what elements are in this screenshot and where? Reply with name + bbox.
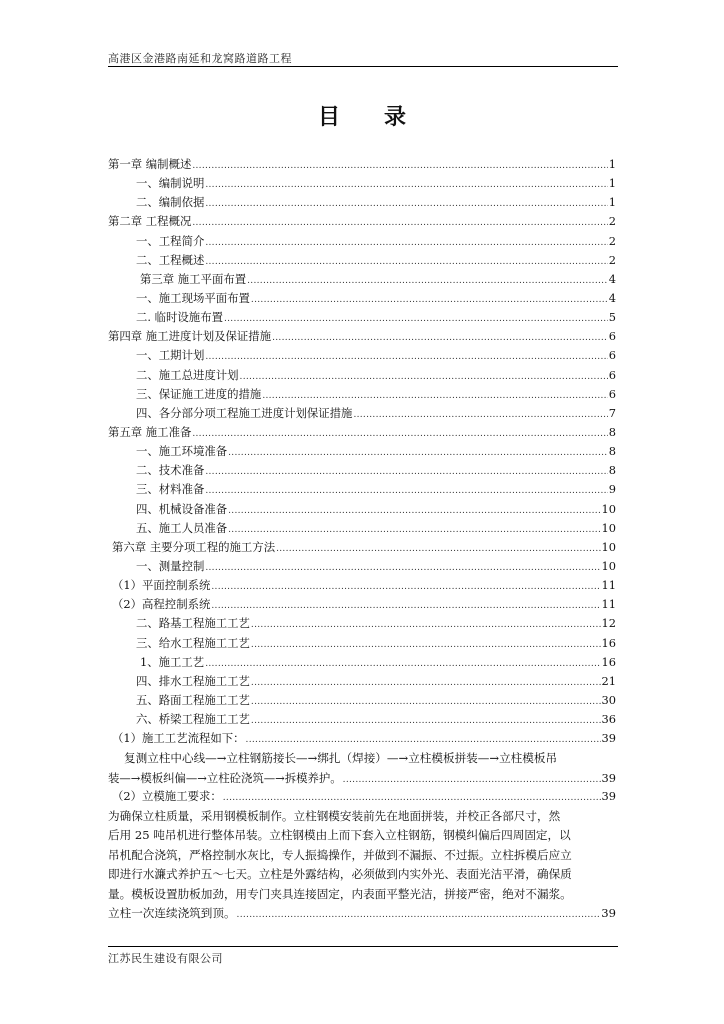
leader-dots (353, 406, 607, 420)
toc-entry-page: 6 (608, 329, 616, 344)
toc-entry[interactable] (108, 520, 616, 539)
leader-dots (205, 559, 600, 573)
toc-entry[interactable] (108, 175, 616, 194)
leader-dots (247, 272, 608, 286)
toc-entry[interactable] (108, 596, 616, 615)
para-flow-line-2[interactable]: 装—→模板纠偏—→立柱砼浇筑—→拆模养护。 ..... 39 (108, 769, 616, 788)
toc-entry-page: 4 (608, 290, 616, 305)
toc-entry[interactable] (108, 654, 616, 673)
leader-dots (251, 674, 601, 688)
toc-entry-label: 五、路面工程施工工艺 (136, 692, 250, 707)
toc-entry-page: 10 (601, 520, 616, 535)
leader-dots (205, 482, 607, 496)
leader-dots (246, 731, 601, 745)
toc-entry-page: 36 (601, 712, 616, 727)
toc-entry-label: 一、测量控制 (136, 558, 205, 573)
toc-entry[interactable] (108, 347, 616, 366)
toc-entry-page: 39 (601, 731, 616, 746)
toc-entry[interactable] (108, 481, 616, 500)
toc-entry-label: （1）施工工艺流程如下： (112, 731, 245, 746)
toc-entry-label: 第三章 施工平面布置 (140, 271, 247, 286)
toc-entry[interactable] (108, 730, 616, 749)
leader-dots (205, 655, 600, 669)
toc-entry-page: 10 (601, 539, 616, 554)
toc-entry[interactable] (108, 328, 616, 347)
toc-entry-label: 一、工程简介 (136, 233, 205, 248)
toc-entry[interactable] (108, 233, 616, 252)
toc-entry[interactable] (108, 443, 616, 462)
para-line: 吊机配合浇筑，严格控制水灰比，专人振捣操作，并做到不漏振、不过振。立柱拆模后应立 (108, 847, 572, 862)
toc-entry[interactable] (108, 539, 616, 558)
header-divider (108, 66, 618, 67)
toc-entry-page: 30 (601, 692, 616, 707)
toc-entry-page: 11 (601, 578, 616, 593)
toc-entry-label: 第一章 编制概述 (108, 157, 192, 171)
para-formwork-last-line[interactable]: 立柱一次连续浇筑到顶。 ..... 39 (108, 904, 616, 924)
leader-dots (343, 769, 601, 790)
toc-entry-page: 2 (608, 214, 616, 229)
para-line: 量。模板设置肋板加劲，用专门夹具连接固定，内表面平整光洁，拼接严密，绝对不漏浆。 (108, 886, 572, 901)
toc-entry-page: 10 (601, 558, 616, 573)
toc-entry-label: 四、排水工程施工工艺 (136, 673, 250, 688)
leader-dots (224, 310, 608, 324)
toc-entry[interactable] (108, 367, 616, 386)
toc-entry-label: 六、桥梁工程施工工艺 (136, 712, 250, 727)
toc-entry-label: 三、保证施工进度的措施 (136, 386, 262, 401)
toc-entry-page: 8 (608, 444, 616, 459)
toc-entry[interactable] (108, 711, 616, 730)
leader-dots (205, 463, 607, 477)
toc-entry-label: 五、施工人员准备 (136, 520, 228, 535)
toc-entry[interactable]: （2）立模施工要求： ..... 39 (108, 788, 616, 807)
toc-entry-label: 二. 临时设施布置 (136, 310, 223, 325)
toc-entry-page: 1 (608, 176, 616, 191)
leader-dots (205, 176, 607, 190)
leader-dots (192, 425, 607, 439)
footer-divider (108, 946, 618, 947)
toc-entry-label: 一、施工现场平面布置 (136, 290, 250, 305)
toc-entry-page: 1 (608, 195, 616, 210)
toc-entry-label: 三、材料准备 (136, 482, 205, 497)
toc-entry-page: 10 (601, 501, 616, 516)
page-footer: 江苏民生建设有限公司 (108, 952, 223, 965)
toc-entry-label: 一、施工环境准备 (136, 444, 228, 459)
leader-dots (262, 387, 607, 401)
leader-dots (251, 291, 608, 305)
leader-dots (205, 234, 607, 248)
leader-dots (251, 616, 601, 630)
table-of-contents (108, 156, 616, 924)
para-formwork (108, 807, 616, 924)
page-header: 高港区金港路南延和龙窝路道路工程 (108, 52, 292, 65)
toc-entry-page: 8 (608, 424, 616, 439)
leader-dots (228, 521, 600, 535)
leader-dots (251, 712, 601, 726)
toc-entry[interactable] (108, 615, 616, 634)
toc-entry-label: 第二章 工程概况 (108, 214, 192, 229)
toc-entry[interactable] (108, 405, 616, 424)
toc-entry-page: 9 (608, 482, 616, 497)
para-line: 即进行水濂式养护五～七天。立柱是外露结构，必须做到内实外光、表面光洁平滑，确保质 (108, 867, 572, 882)
toc-entry-label: 第六章 主要分项工程的施工方法 (112, 539, 276, 554)
toc-entry[interactable] (108, 386, 616, 405)
toc-entry[interactable] (108, 213, 616, 232)
leader-dots (251, 636, 601, 650)
leader-dots (240, 368, 608, 382)
toc-entry-page: 6 (608, 348, 616, 363)
toc-entry-page: 7 (608, 405, 616, 420)
leader-dots (192, 214, 607, 228)
leader-dots (228, 502, 600, 516)
para-flow (108, 749, 616, 787)
leader-dots (205, 348, 607, 362)
toc-entry-page: 16 (601, 654, 616, 669)
leader-dots (211, 578, 600, 592)
toc-entry-label: 二、编制依据 (136, 195, 205, 210)
toc-entry-page: 6 (608, 367, 616, 382)
toc-entry[interactable] (108, 309, 616, 328)
toc-entry-page: 16 (601, 635, 616, 650)
para-formwork-lines (108, 807, 616, 905)
leader-dots (223, 789, 601, 803)
toc-entry-page: 12 (601, 616, 616, 631)
toc-entry[interactable] (108, 252, 616, 271)
leader-dots (205, 195, 607, 209)
toc-entry-label: （1）平面控制系统 (112, 578, 211, 593)
para-line: 为确保立柱质量，采用钢模板制作。立柱钢模安装前先在地面拼装，并校正各部尺寸，然 (108, 808, 561, 823)
toc-entry-page: 8 (608, 463, 616, 478)
toc-entry-page: 1 (608, 157, 616, 171)
para-flow-line-1[interactable]: 复测立柱中心线—→立柱钢筋接长—→绑扎（焊接）—→立柱模板拼装—→立柱模板吊 (124, 751, 558, 766)
toc-entry[interactable] (108, 501, 616, 520)
leader-dots (251, 693, 601, 707)
leader-dots (276, 540, 600, 554)
toc-entry-page: 4 (608, 271, 616, 286)
toc-entry-label: 二、路基工程施工工艺 (136, 616, 250, 631)
leader-dots (237, 904, 601, 926)
toc-entry-label: 1、施工工艺 (140, 654, 205, 669)
toc-entry[interactable] (108, 462, 616, 481)
leader-dots (192, 157, 607, 171)
toc-entry-label: （2）高程控制系统 (112, 597, 211, 612)
toc-entry[interactable] (108, 692, 616, 711)
toc-entry[interactable] (108, 577, 616, 596)
toc-entry[interactable] (108, 424, 616, 443)
toc-list (108, 156, 616, 749)
toc-entry[interactable] (108, 558, 616, 577)
para-line: 后用 25 吨吊机进行整体吊装。立柱钢模由上而下套入立柱钢筋，钢模纠偏后四周固定，以 (108, 828, 571, 843)
toc-entry[interactable] (108, 194, 616, 213)
toc-entry[interactable] (108, 290, 616, 309)
leader-dots (211, 597, 600, 611)
toc-entry-label: 二、技术准备 (136, 463, 205, 478)
toc-entry-page: 21 (601, 673, 616, 688)
toc-entry-label: 二、施工总进度计划 (136, 367, 239, 382)
toc-entry-page: 6 (608, 386, 616, 401)
toc-entry-label: 四、各分部分项工程施工进度计划保证措施 (136, 405, 353, 420)
page-title: 目录 (318, 105, 451, 130)
toc-entry-label: 三、给水工程施工工艺 (136, 635, 250, 650)
toc-entry-label: 一、工期计划 (136, 348, 205, 363)
leader-dots (205, 253, 607, 267)
toc-entry-label: 二、工程概述 (136, 252, 205, 267)
toc-entry-label: 第五章 施工准备 (108, 424, 192, 439)
toc-entry-label: 第四章 施工进度计划及保证措施 (108, 329, 272, 344)
toc-entry-label: 一、编制说明 (136, 176, 205, 191)
toc-entry-page: 2 (608, 252, 616, 267)
leader-dots (228, 444, 608, 458)
toc-entry-page: 5 (608, 310, 616, 325)
toc-entry-label: 四、机械设备准备 (136, 501, 228, 516)
toc-entry[interactable] (108, 156, 616, 175)
leader-dots (272, 329, 608, 343)
toc-entry[interactable] (108, 673, 616, 692)
toc-entry[interactable] (108, 271, 616, 290)
toc-entry-page: 2 (608, 233, 616, 248)
toc-entry[interactable] (108, 635, 616, 654)
toc-entry-page: 11 (601, 597, 616, 612)
